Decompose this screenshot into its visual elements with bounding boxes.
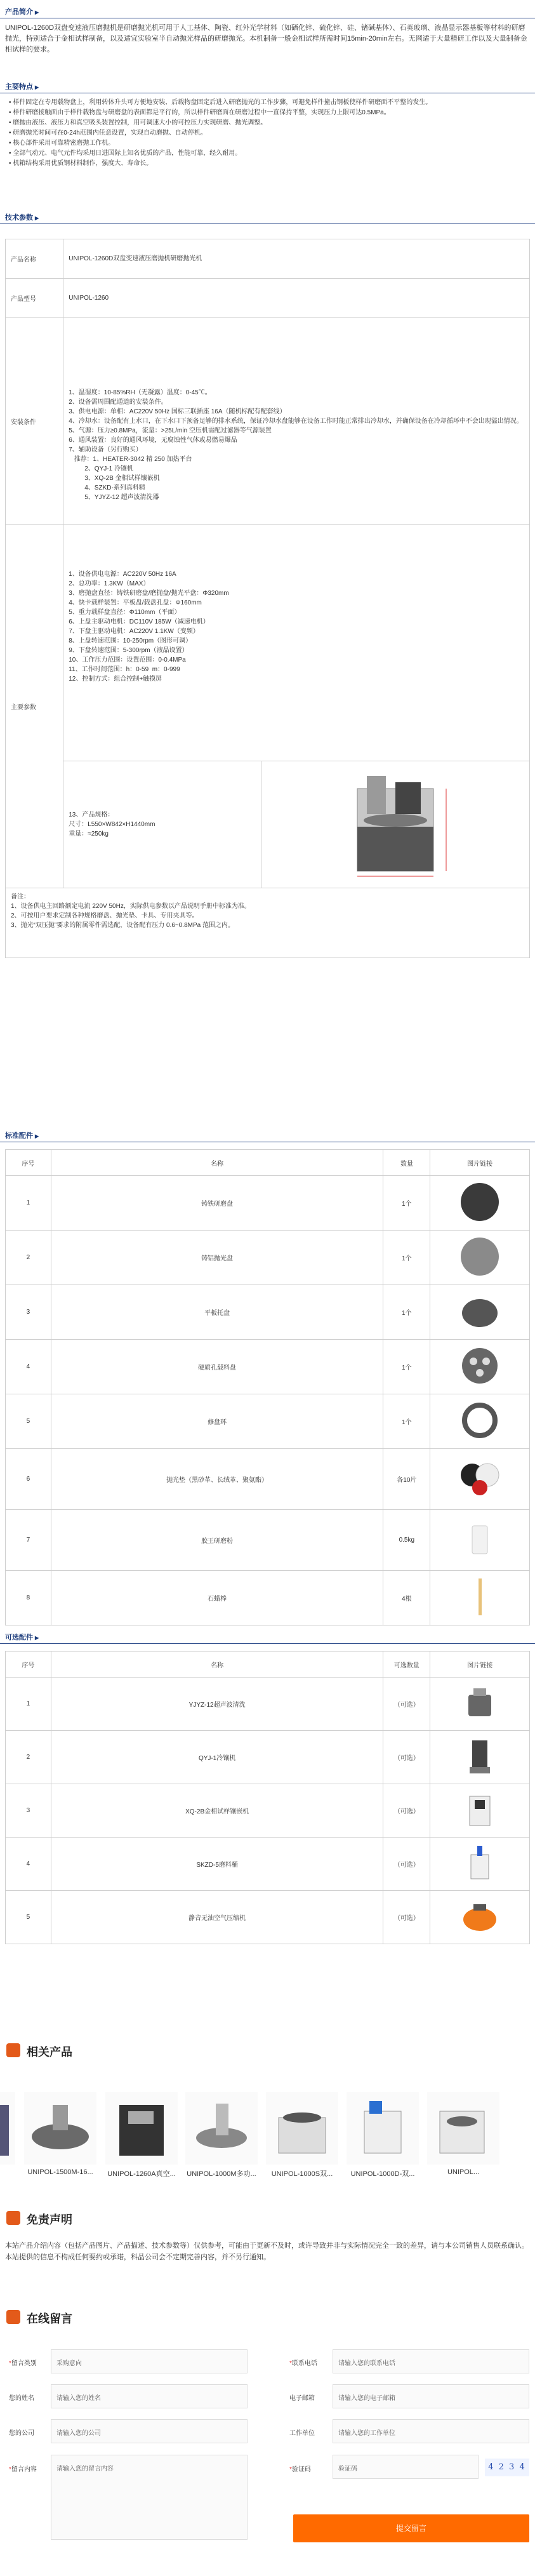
- row-no: 4: [6, 1838, 51, 1891]
- feature-item: • 样件研磨接触面由于样件载物盘与研磨盘的表面都是平行的，所以样件研磨面在研磨过程中一直保持平整，实现压力上限可达0.5MPa。: [9, 108, 529, 118]
- col-header: 图片链接: [430, 1150, 530, 1176]
- row-name: 抛光垫（黑砂革、长绒革、聚氨酯）: [51, 1449, 383, 1510]
- intro-text: UNIPOL-1260D双盘变速液压磨抛机是研磨抛光机可用于人工基体、陶瓷、红外光学材料（如硒化锌、硫化锌、硅、锗碱基体）、石英玻璃、液晶显示器基板等材料的研磨抛光，特别适合于金相试样制备，以及适宜实验室半自动抛光样品的研磨抛光。本机制备一般金相试样所需时间15min-20min左右。无网适于大量精研工作以及大量制备金相试样的要求。: [5, 24, 527, 53]
- cleaner-image-icon: [454, 1681, 505, 1725]
- job-label: 工作单位: [289, 2430, 315, 2437]
- row-image[interactable]: [430, 1176, 530, 1231]
- col-header: 序号: [6, 1652, 51, 1678]
- col-header: 图片链接: [430, 1652, 530, 1678]
- submit-button[interactable]: 提交留言: [293, 2514, 529, 2542]
- purchase-label: *留言类别: [9, 2360, 37, 2367]
- feature-item: • 机箱结构采用优质钢材料制作，强度大、寿命长。: [9, 159, 529, 169]
- spec-key: 安装条件: [6, 318, 63, 525]
- row-qty: 0.5kg: [383, 1510, 430, 1571]
- spec-key: 主要参数: [6, 525, 63, 888]
- name-input[interactable]: 请输入您的姓名: [51, 2384, 248, 2408]
- row-no: 7: [6, 1510, 51, 1571]
- content-textarea[interactable]: 请输入您的留言内容: [51, 2455, 248, 2540]
- disclaimer-text: 本站产品介绍内容（包括产品图片、产品描述、技术参数等）仅供参考，可能由于更新不及时，或许导致并非与实际情况完全一致的差异，请与本公司销售人员联系确认。本站提供的信息不构成任何要约或承诺，科晶公司会不定期完善内容，并不另行通知。: [5, 2242, 529, 2261]
- related-name: UNIPOL-1000M多功...: [187, 2170, 256, 2178]
- phone-label: *联系电话: [289, 2360, 317, 2367]
- optional-title: 可选配件 ▶: [5, 1634, 39, 1641]
- disclaimer-title: 免责声明: [27, 2213, 72, 2226]
- spec-value: 1、温湿度：10-85%RH（无凝露）温度：0-45℃。 2、设备需周围配通道的安装条件。 3、供电电源：单相：AC220V 50Hz 国标三联插座 16A（随机标配有配套线） 4、冷却水：设备配有上水口，在下水口下预备足够的排水系统，保证冷却水盘能够在设备工作时能正常排出冷却水，并确保设备在冷却循环中不会出现溢出情况。 5、气源：压力≥0.8MPa，流量：>25L/min 空压机需配过滤器等气源装置 6、通风装置：良好的通风环境，无腐蚀性气体或易燃易爆品 7、辅助设备（另行购买） 推荐：1、HEATER-3042 精 250 加热平台 2、QYJ-1 冷镶机 3、XQ-2B 金相试样镶嵌机 4、SZKD-系列真料精 5、YJYZ-12 超声波清洗器: [63, 318, 530, 525]
- job-input[interactable]: 请输入您的工作单位: [333, 2419, 529, 2443]
- row-name: 胶王研磨粉: [51, 1510, 383, 1571]
- related-thumb: [185, 2092, 258, 2165]
- captcha-label: *验证码: [289, 2466, 311, 2473]
- name-label: 您的姓名: [9, 2395, 34, 2402]
- spec-key: 产品型号: [6, 279, 63, 318]
- optional-table: [5, 1651, 530, 1944]
- related-name: UNIPOL-1000D-双...: [350, 2170, 415, 2178]
- feature-item: • 核心部件采用可靠精密磨抛工作机。: [9, 138, 529, 149]
- standard-title: 标准配件 ▶: [5, 1132, 39, 1140]
- related-thumb: [266, 2092, 338, 2165]
- feature-item: • 研磨抛光时间可在0-24h范围内任意设置，实现自动磨抛、自动停机。: [9, 128, 529, 138]
- row-name: 铸铝抛光盘: [51, 1231, 383, 1285]
- spec-value: UNIPOL-1260: [63, 279, 530, 318]
- row-name: 静音无油空气压缩机: [51, 1891, 383, 1944]
- row-qty: 4根: [383, 1571, 430, 1625]
- feature-item: • 磨抛由液压、液压力和真空吸头装置控制，用可调速大小的可控压力实现研磨、抛光调整。: [9, 118, 529, 128]
- row-name: 修盘环: [51, 1394, 383, 1449]
- col-header: 可选数量: [383, 1652, 430, 1678]
- form-icon: [6, 2310, 20, 2324]
- company-label: 您的公司: [9, 2430, 34, 2437]
- related-thumb: [0, 2092, 15, 2165]
- row-image[interactable]: [430, 1891, 530, 1944]
- row-no: 2: [6, 1231, 51, 1285]
- row-no: 3: [6, 1285, 51, 1340]
- row-image[interactable]: [430, 1510, 530, 1571]
- features-list: [9, 98, 529, 169]
- row-qty: 1个: [383, 1176, 430, 1231]
- spec-note: 备注： 1、设备供电主回路额定电流 220V 50Hz，实际供电参数以产品说明手册中标准为准。 2、可按用户要求定制各种规格磨盘、抛光垫、卡具、专用夹具等。 3、抛光“双压抛”要求的附属零件需选配，设备配有压力 0.6~0.8MPa 范围之内。: [6, 888, 530, 958]
- row-name: 石蜡棒: [51, 1571, 383, 1625]
- related-item[interactable]: [24, 2092, 96, 2176]
- disc-image-icon: [454, 1234, 505, 1279]
- related-name: UNIPOL...: [447, 2168, 480, 2176]
- related-item[interactable]: [185, 2092, 258, 2179]
- related-carousel: [0, 2092, 535, 2194]
- related-thumb: [427, 2092, 499, 2165]
- col-header: 序号: [6, 1150, 51, 1176]
- row-qty: 1个: [383, 1394, 430, 1449]
- row-qty: （可选）: [383, 1784, 430, 1838]
- phone-input[interactable]: 请输入您的联系电话: [333, 2349, 529, 2373]
- disclaimer-icon: [6, 2211, 20, 2225]
- row-qty: （可选）: [383, 1891, 430, 1944]
- email-label: 电子邮箱: [289, 2395, 315, 2402]
- col-header: 名称: [51, 1150, 383, 1176]
- related-thumb: [347, 2092, 419, 2165]
- row-image[interactable]: [430, 1285, 530, 1340]
- captcha-input[interactable]: 验证码: [333, 2455, 479, 2479]
- row-no: 5: [6, 1891, 51, 1944]
- spec-table: [5, 239, 530, 958]
- row-image[interactable]: [430, 1340, 530, 1394]
- wax-stick-image-icon: [454, 1575, 505, 1619]
- row-name: 平板托盘: [51, 1285, 383, 1340]
- captcha-image[interactable]: 4 2 3 4: [485, 2459, 529, 2476]
- related-item[interactable]: [0, 2092, 15, 2179]
- row-no: 8: [6, 1571, 51, 1625]
- row-no: 1: [6, 1176, 51, 1231]
- spec-size: 13、产品规格： 尺寸：L550×W842×H1440mm 重量：≈250kg: [63, 761, 261, 888]
- powder-image-icon: [454, 1517, 505, 1561]
- row-qty: （可选）: [383, 1838, 430, 1891]
- ring-image-icon: [454, 1398, 505, 1443]
- row-image[interactable]: [430, 1394, 530, 1449]
- machine-illustration: [262, 763, 529, 884]
- related-name: UNIPOL-1000S双...: [271, 2170, 333, 2178]
- related-thumb: [105, 2092, 178, 2165]
- bucket-image-icon: [454, 1841, 505, 1885]
- row-name: XQ-2B金相试样镶嵌机: [51, 1784, 383, 1838]
- features-title: 主要特点 ▶: [5, 83, 39, 91]
- row-name: YJYZ-12超声波清洗: [51, 1678, 383, 1731]
- row-no: 3: [6, 1784, 51, 1838]
- feature-item: • 样件固定在专用载物盘上，利用转体升头可方便地安装、后载物盘固定后进入研磨抛光的工作步骤，可避免样件撞击钢板使样件研磨面不平整的发生。: [9, 98, 529, 108]
- mount-press-image-icon: [454, 1734, 505, 1779]
- tech-title: 技术参数 ▶: [5, 214, 39, 222]
- row-no: 2: [6, 1731, 51, 1784]
- related-item[interactable]: [347, 2092, 419, 2179]
- intro-title: 产品简介 ▶: [5, 8, 39, 16]
- row-no: 1: [6, 1678, 51, 1731]
- related-item[interactable]: [427, 2092, 499, 2176]
- row-no: 6: [6, 1449, 51, 1510]
- compressor-image-icon: [454, 1894, 505, 1939]
- row-qty: （可选）: [383, 1678, 430, 1731]
- row-no: 4: [6, 1340, 51, 1394]
- company-input[interactable]: 请输入您的公司: [51, 2419, 248, 2443]
- row-qty: 1个: [383, 1285, 430, 1340]
- col-header: 名称: [51, 1652, 383, 1678]
- divider: [0, 1643, 535, 1644]
- row-image[interactable]: [430, 1231, 530, 1285]
- related-item[interactable]: [266, 2092, 338, 2179]
- row-qty: 1个: [383, 1340, 430, 1394]
- spec-key: 产品名称: [6, 239, 63, 279]
- form-title: 在线留言: [27, 2312, 72, 2325]
- row-qty: 1个: [383, 1231, 430, 1285]
- mounting-machine-image-icon: [454, 1787, 505, 1832]
- spec-value: UNIPOL-1260D双盘变速液压磨抛机研磨抛光机: [63, 239, 530, 279]
- product-image: [261, 761, 529, 888]
- related-name: [0, 2168, 15, 2179]
- row-name: QYJ-1冷镶机: [51, 1731, 383, 1784]
- related-icon: [6, 2043, 20, 2057]
- row-image[interactable]: [430, 1571, 530, 1625]
- col-header: 数量: [383, 1150, 430, 1176]
- related-name: UNIPOL-1500M-16...: [27, 2168, 93, 2176]
- row-name: SKZD-5磨料桶: [51, 1838, 383, 1891]
- row-no: 5: [6, 1394, 51, 1449]
- row-image[interactable]: [430, 1449, 530, 1510]
- related-thumb: [24, 2092, 96, 2165]
- purchase-select[interactable]: 采购意向: [51, 2349, 248, 2373]
- row-image[interactable]: [430, 1784, 530, 1838]
- row-image[interactable]: [430, 1731, 530, 1784]
- disc-image-icon: [454, 1180, 505, 1224]
- row-name: 铸铁研磨盘: [51, 1176, 383, 1231]
- related-title: 相关产品: [27, 2046, 72, 2059]
- related-item[interactable]: [105, 2092, 178, 2179]
- row-name: 硬质孔载料盘: [51, 1340, 383, 1394]
- holder-image-icon: [454, 1344, 505, 1388]
- related-name: UNIPOL-1260A真空...: [107, 2170, 176, 2178]
- row-image[interactable]: [430, 1678, 530, 1731]
- content-label: *留言内容: [9, 2466, 37, 2473]
- standard-table: [5, 1149, 530, 1625]
- row-qty: 各10片: [383, 1449, 430, 1510]
- disc-image-icon: [454, 1289, 505, 1333]
- email-input[interactable]: 请输入您的电子邮箱: [333, 2384, 529, 2408]
- feature-item: • 全部气动元、电气元件均采用日进国际上知名优质的产品，性能可靠，经久耐用。: [9, 149, 529, 159]
- row-qty: （可选）: [383, 1731, 430, 1784]
- row-image[interactable]: [430, 1838, 530, 1891]
- spec-value: 1、设备供电电源：AC220V 50Hz 16A 2、总功率：1.3KW（MAX） 3、磨抛盘直径：铸铁研磨盘/磨抛盘/抛光平盘：Φ320mm 4、快卡载样装置：平板盘/载盘孔盘：Φ160mm 5、重力载样盘直径：Φ110mm（平面） 6、上盘主驱动电机：DC110V 185W（减速电机） 7、下盘主驱动电机：AC220V 1.1KW（变频） 8、上盘转速范围：10-250rpm（图形可调） 9、下盘转速范围：5-300rpm（液晶设置） 10、工作压力范围：设置范围：0-0.4MPa 11、工作时间范围：h：0-59 m：0-999 12、控制方式：组合控制+触摸屏: [63, 525, 530, 761]
- pads-image-icon: [454, 1456, 505, 1500]
